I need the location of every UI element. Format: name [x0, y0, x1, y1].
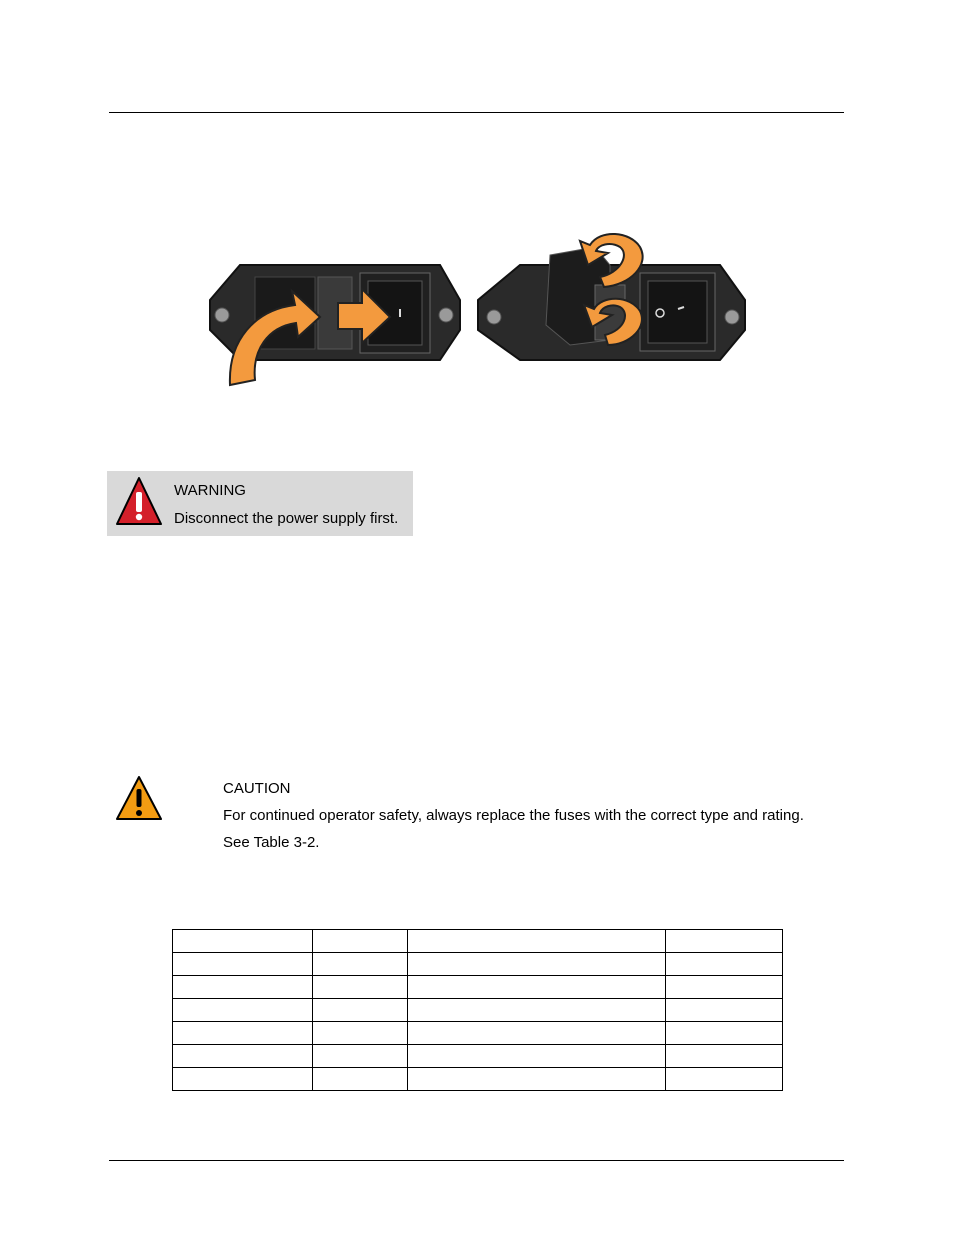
table-cell	[408, 1045, 666, 1068]
table-row	[173, 976, 783, 999]
caution-table-reference: See Table 3-2.	[223, 834, 320, 851]
warning-box	[107, 471, 413, 536]
warning-text: Disconnect the power supply first.	[174, 510, 399, 527]
table-cell	[408, 976, 666, 999]
table-row	[173, 1045, 783, 1068]
table-cell	[313, 1045, 408, 1068]
table-cell	[408, 999, 666, 1022]
table-cell	[666, 1022, 783, 1045]
table-cell	[313, 930, 408, 953]
warning-triangle-icon	[115, 476, 163, 528]
table-cell	[173, 976, 313, 999]
table-cell	[313, 953, 408, 976]
caution-triangle-icon	[115, 775, 163, 821]
table-cell	[408, 930, 666, 953]
table-row	[173, 930, 783, 953]
header-rule	[109, 112, 844, 113]
power-inlet-open	[478, 234, 745, 360]
table-cell	[408, 953, 666, 976]
table-cell	[173, 1022, 313, 1045]
table-cell	[666, 1045, 783, 1068]
table-cell	[173, 953, 313, 976]
table-cell	[408, 1022, 666, 1045]
table-cell	[666, 976, 783, 999]
table-cell	[313, 976, 408, 999]
table-cell	[666, 1068, 783, 1091]
table-cell	[313, 1022, 408, 1045]
warning-title: WARNING	[174, 482, 246, 499]
caution-title: CAUTION	[223, 780, 291, 797]
table-cell	[408, 1068, 666, 1091]
table-cell	[173, 930, 313, 953]
table-row	[173, 1022, 783, 1045]
fuse-table	[172, 929, 783, 1091]
fuse-holder-figure	[200, 225, 760, 400]
table-cell	[313, 999, 408, 1022]
footer-rule	[109, 1160, 844, 1161]
table-cell	[173, 999, 313, 1022]
table-cell	[666, 999, 783, 1022]
table-cell	[666, 953, 783, 976]
table-cell	[666, 930, 783, 953]
caution-text: For continued operator safety, always replace the fuses with the correct type and rating.	[223, 807, 804, 824]
table-row	[173, 999, 783, 1022]
table-row	[173, 953, 783, 976]
power-inlet-closed	[210, 265, 460, 385]
table-cell	[173, 1068, 313, 1091]
table-cell	[313, 1068, 408, 1091]
table-row	[173, 1068, 783, 1091]
table-cell	[173, 1045, 313, 1068]
